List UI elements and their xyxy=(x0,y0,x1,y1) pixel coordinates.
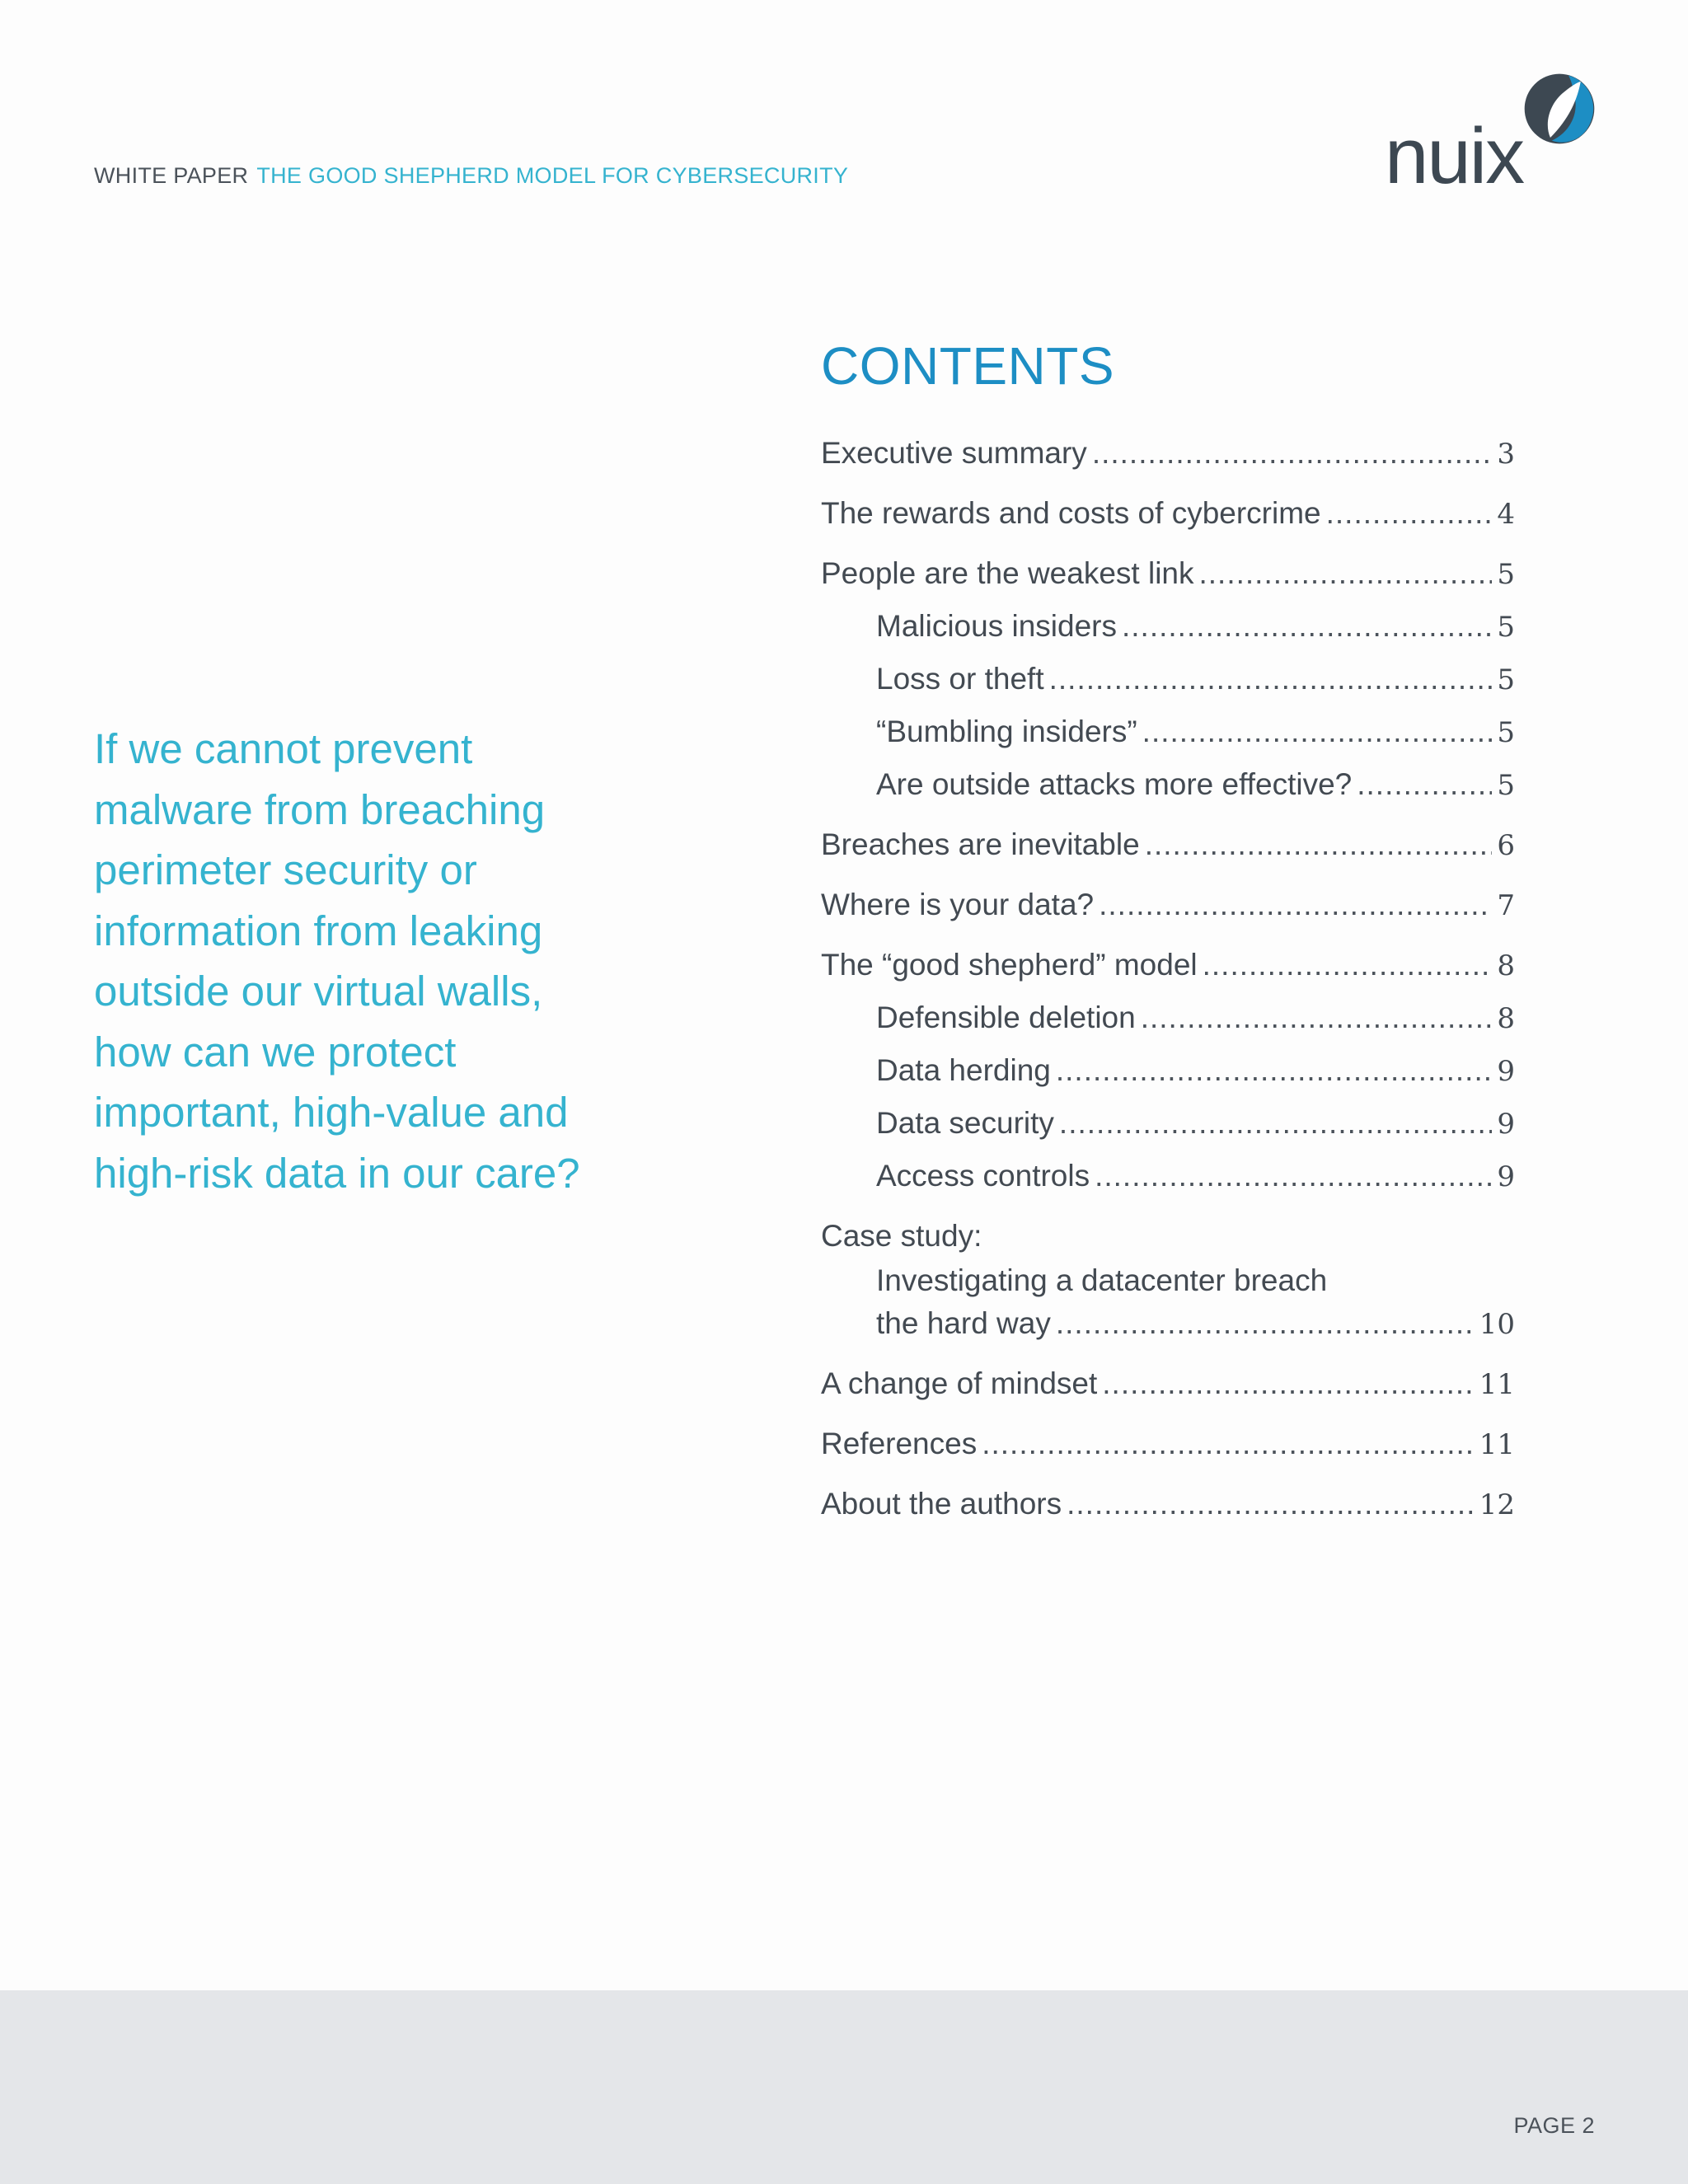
table-of-contents xyxy=(821,336,1515,1526)
toc-page-number: 3 xyxy=(1497,438,1515,471)
toc-label: Case study: xyxy=(821,1219,982,1253)
toc-leader xyxy=(1141,996,1493,1039)
contents-title: CONTENTS xyxy=(821,336,1114,396)
toc-page-number: 8 xyxy=(1497,949,1515,982)
toc-label: Where is your data? xyxy=(821,888,1095,921)
toc-label: Executive summary xyxy=(821,436,1087,470)
toc-leader xyxy=(1049,658,1493,701)
toc-leader xyxy=(1145,823,1493,866)
toc-label: Malicious insiders xyxy=(876,609,1117,643)
toc-entry-malicious-insiders[interactable] xyxy=(821,605,1515,649)
toc-entry-change-of-mindset[interactable] xyxy=(821,1362,1515,1406)
toc-leader xyxy=(1199,552,1493,595)
toc-page-number: 5 xyxy=(1497,663,1515,696)
toc-label: References xyxy=(821,1427,978,1460)
toc-list xyxy=(821,432,1515,1526)
page-footer xyxy=(0,1990,1688,2184)
toc-leader xyxy=(1099,883,1492,926)
toc-page-number: 9 xyxy=(1497,1160,1515,1193)
toc-label: A change of mindset xyxy=(821,1366,1098,1400)
toc-page-number: 5 xyxy=(1497,611,1515,644)
toc-entry-breaches-inevitable[interactable] xyxy=(821,823,1515,867)
toc-page-number: 11 xyxy=(1479,1428,1515,1461)
toc-leader xyxy=(1326,492,1493,535)
toc-page-number: 5 xyxy=(1497,716,1515,749)
toc-leader xyxy=(1102,1362,1474,1405)
toc-label: People are the weakest link xyxy=(821,556,1194,590)
toc-page-number: 5 xyxy=(1497,558,1515,591)
toc-label: Are outside attacks more effective? xyxy=(876,767,1353,801)
toc-page-number: 5 xyxy=(1497,769,1515,802)
toc-page-number: 12 xyxy=(1479,1488,1515,1521)
toc-label: Breaches are inevitable xyxy=(821,827,1140,861)
pull-quote: If we cannot prevent malware from breaching perimeter security or information from leaking outside our virtual walls, how can we protect important, high-value and high-risk data in our care? xyxy=(94,725,580,1197)
toc-leader xyxy=(982,1422,1475,1465)
toc-label: About the authors xyxy=(821,1487,1062,1521)
toc-leader xyxy=(1357,763,1492,806)
toc-label: Access controls xyxy=(876,1159,1090,1193)
toc-entry-access-controls[interactable] xyxy=(821,1155,1515,1198)
toc-entry-defensible-deletion[interactable] xyxy=(821,996,1515,1040)
toc-entry-weakest-link[interactable] xyxy=(821,552,1515,596)
toc-label: Defensible deletion xyxy=(876,1001,1136,1034)
toc-entry-where-is-your-data[interactable] xyxy=(821,883,1515,927)
toc-entry-outside-attacks[interactable] xyxy=(821,763,1515,807)
toc-leader xyxy=(1203,944,1493,987)
toc-page-number: 8 xyxy=(1497,1002,1515,1035)
toc-label: Data herding xyxy=(876,1053,1051,1087)
toc-label: Data security xyxy=(876,1106,1054,1140)
toc-label: The “good shepherd” model xyxy=(821,948,1198,982)
toc-leader xyxy=(1056,1302,1475,1345)
toc-page-number: 11 xyxy=(1479,1368,1515,1401)
toc-page-number: 4 xyxy=(1497,498,1515,531)
toc-page-number: 9 xyxy=(1497,1055,1515,1088)
toc-entry-data-security[interactable] xyxy=(821,1102,1515,1146)
toc-entry-bumbling-insiders[interactable] xyxy=(821,710,1515,754)
toc-entry-references[interactable] xyxy=(821,1422,1515,1466)
toc-entry-good-shepherd-model[interactable] xyxy=(821,944,1515,987)
logo-wordmark: nuix xyxy=(1385,112,1524,200)
toc-page-number: 6 xyxy=(1497,829,1515,862)
toc-label: The rewards and costs of cybercrime xyxy=(821,496,1321,530)
toc-leader xyxy=(1095,1155,1492,1197)
header-title: THE GOOD SHEPHERD MODEL FOR CYBERSECURITY xyxy=(256,163,849,188)
toc-entry-about-the-authors[interactable] xyxy=(821,1483,1515,1526)
toc-leader xyxy=(1092,432,1493,475)
toc-entry-data-herding[interactable] xyxy=(821,1049,1515,1093)
toc-entry-case-study[interactable] xyxy=(821,1215,1515,1258)
toc-entry-executive-summary[interactable] xyxy=(821,432,1515,476)
toc-page-number: 9 xyxy=(1497,1108,1515,1141)
toc-label: the hard way xyxy=(876,1306,1051,1340)
header-label: WHITE PAPER xyxy=(94,163,249,188)
toc-leader xyxy=(1142,710,1493,753)
toc-leader xyxy=(1059,1102,1492,1145)
toc-page-number: 7 xyxy=(1497,889,1515,922)
toc-label: Loss or theft xyxy=(876,662,1044,696)
toc-label: Investigating a datacenter breach xyxy=(876,1263,1328,1297)
toc-leader xyxy=(1122,605,1492,648)
running-header xyxy=(94,163,848,189)
toc-entry-loss-or-theft[interactable] xyxy=(821,658,1515,701)
page-number: PAGE 2 xyxy=(1513,2113,1595,2138)
toc-entry-rewards-and-costs[interactable] xyxy=(821,492,1515,536)
nuix-logo xyxy=(1385,68,1599,200)
toc-entry-case-study-line2[interactable] xyxy=(821,1259,1515,1302)
toc-entry-case-study-line3[interactable] xyxy=(821,1302,1515,1346)
toc-leader xyxy=(1067,1483,1475,1526)
logo-mark-icon xyxy=(1522,71,1597,147)
toc-page-number: 10 xyxy=(1479,1308,1515,1341)
toc-leader xyxy=(1056,1049,1492,1092)
toc-label: “Bumbling insiders” xyxy=(876,715,1137,748)
